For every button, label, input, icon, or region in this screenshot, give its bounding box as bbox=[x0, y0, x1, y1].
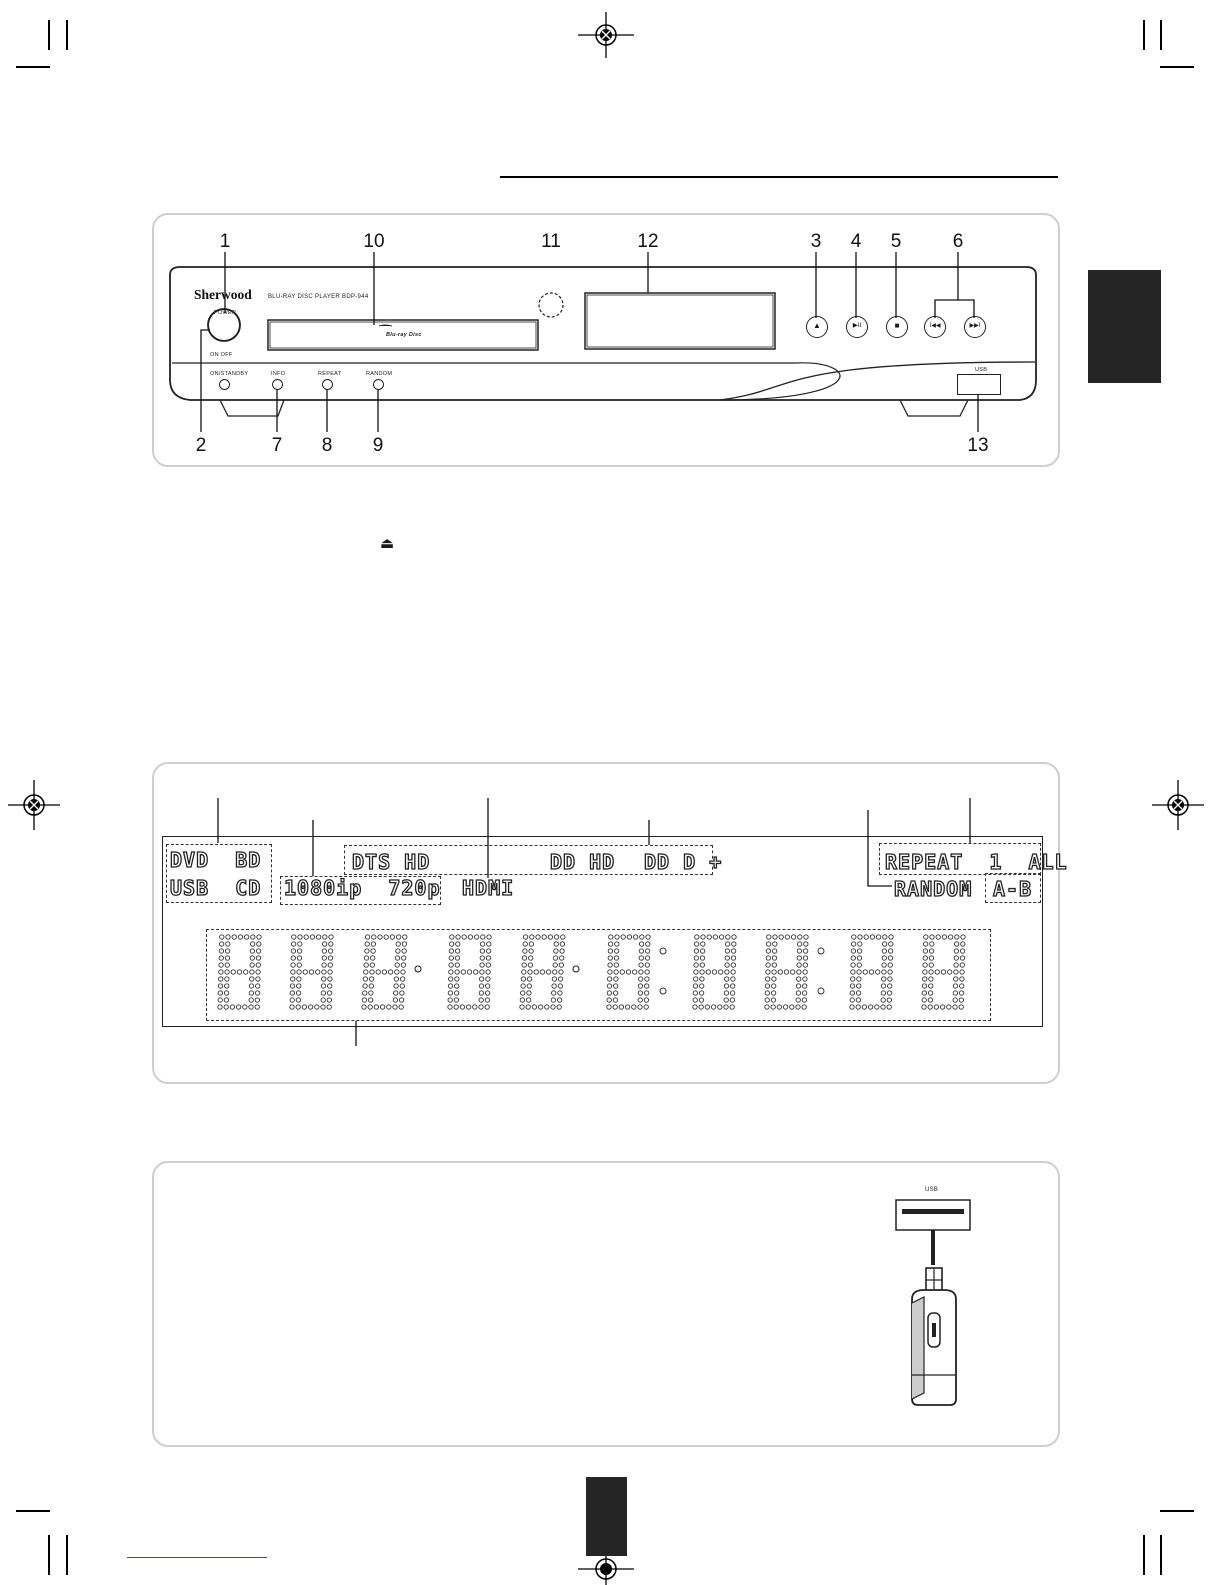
eject-icon: ▲ bbox=[813, 321, 821, 330]
digit-separator-dot bbox=[573, 966, 579, 972]
dolby-hd-indicator: DD HD bbox=[550, 850, 616, 874]
digit-cell bbox=[290, 935, 333, 1009]
callout-7: 7 bbox=[271, 435, 283, 456]
digit-cell bbox=[218, 935, 261, 1009]
callout-10: 10 bbox=[363, 231, 385, 252]
callout-13: 13 bbox=[967, 435, 989, 456]
digit-separator-dot bbox=[660, 948, 666, 954]
callout-6: 6 bbox=[952, 231, 964, 252]
digit-cell bbox=[693, 935, 736, 1009]
digit-cell bbox=[922, 935, 965, 1009]
info-label: INFO bbox=[271, 371, 286, 377]
repeat-label: REPEAT bbox=[318, 371, 342, 377]
usb-port-label: USB bbox=[975, 367, 988, 373]
hdmi-indicator: HDMI bbox=[462, 876, 515, 900]
dts-hd-indicator: DTS HD bbox=[352, 850, 431, 874]
digit-separator-dot bbox=[818, 948, 824, 954]
power-states-label: ON OFF bbox=[210, 352, 233, 358]
digit-cell bbox=[765, 935, 808, 1009]
digit-cell bbox=[607, 935, 650, 1009]
power-label: POWER bbox=[214, 310, 237, 316]
callout-4: 4 bbox=[850, 231, 862, 252]
resolution-indicator: 1080ip 720p bbox=[284, 876, 441, 900]
random-label: RANDOM bbox=[366, 371, 393, 377]
skip-forward-icon: ▶▶I bbox=[969, 323, 981, 329]
digit-cell bbox=[520, 935, 565, 1009]
skip-back-icon: I◀◀ bbox=[929, 323, 941, 329]
digit-cell bbox=[850, 935, 893, 1009]
usb-drive-illustration bbox=[890, 1195, 980, 1410]
digit-cell bbox=[362, 935, 407, 1009]
digit-separator-dot bbox=[660, 988, 666, 994]
stop-icon: ■ bbox=[894, 321, 900, 330]
callout-3: 3 bbox=[810, 231, 822, 252]
dot-matrix-digits bbox=[206, 929, 989, 1019]
media-row2: USB CD bbox=[170, 876, 262, 900]
digit-separator-dot bbox=[818, 988, 824, 994]
eject-icon-inline: ⏏ bbox=[380, 535, 395, 552]
brand-logo: Sherwood bbox=[194, 287, 252, 302]
usb-socket-label: USB bbox=[925, 1187, 939, 1193]
callout-11: 11 bbox=[541, 231, 561, 252]
page-number-tab bbox=[586, 1477, 627, 1556]
model-label: BLU-RAY DISC PLAYER BDP-944 bbox=[268, 294, 369, 300]
ab-indicator: A-B bbox=[993, 877, 1033, 901]
callout-12: 12 bbox=[637, 231, 659, 252]
bluray-logo: Blu-ray Disc bbox=[386, 332, 422, 338]
play-pause-icon: ▶II bbox=[852, 322, 862, 329]
media-row1: DVD BD bbox=[170, 848, 262, 872]
digit-cell bbox=[448, 935, 491, 1009]
dolby-plus-indicator: DD D + bbox=[644, 850, 723, 874]
callout-5: 5 bbox=[890, 231, 902, 252]
on-standby-label: ON/STANDBY bbox=[210, 371, 249, 377]
repeat-indicator: REPEAT 1 ALL bbox=[885, 850, 1068, 874]
callout-1: 1 bbox=[219, 231, 231, 252]
callout-9: 9 bbox=[372, 435, 384, 456]
random-indicator: RANDOM bbox=[894, 877, 973, 901]
callout-8: 8 bbox=[321, 435, 333, 456]
callout-2: 2 bbox=[195, 435, 207, 456]
digit-separator-dot bbox=[415, 966, 421, 972]
footer-link-underline[interactable] bbox=[127, 1557, 267, 1558]
